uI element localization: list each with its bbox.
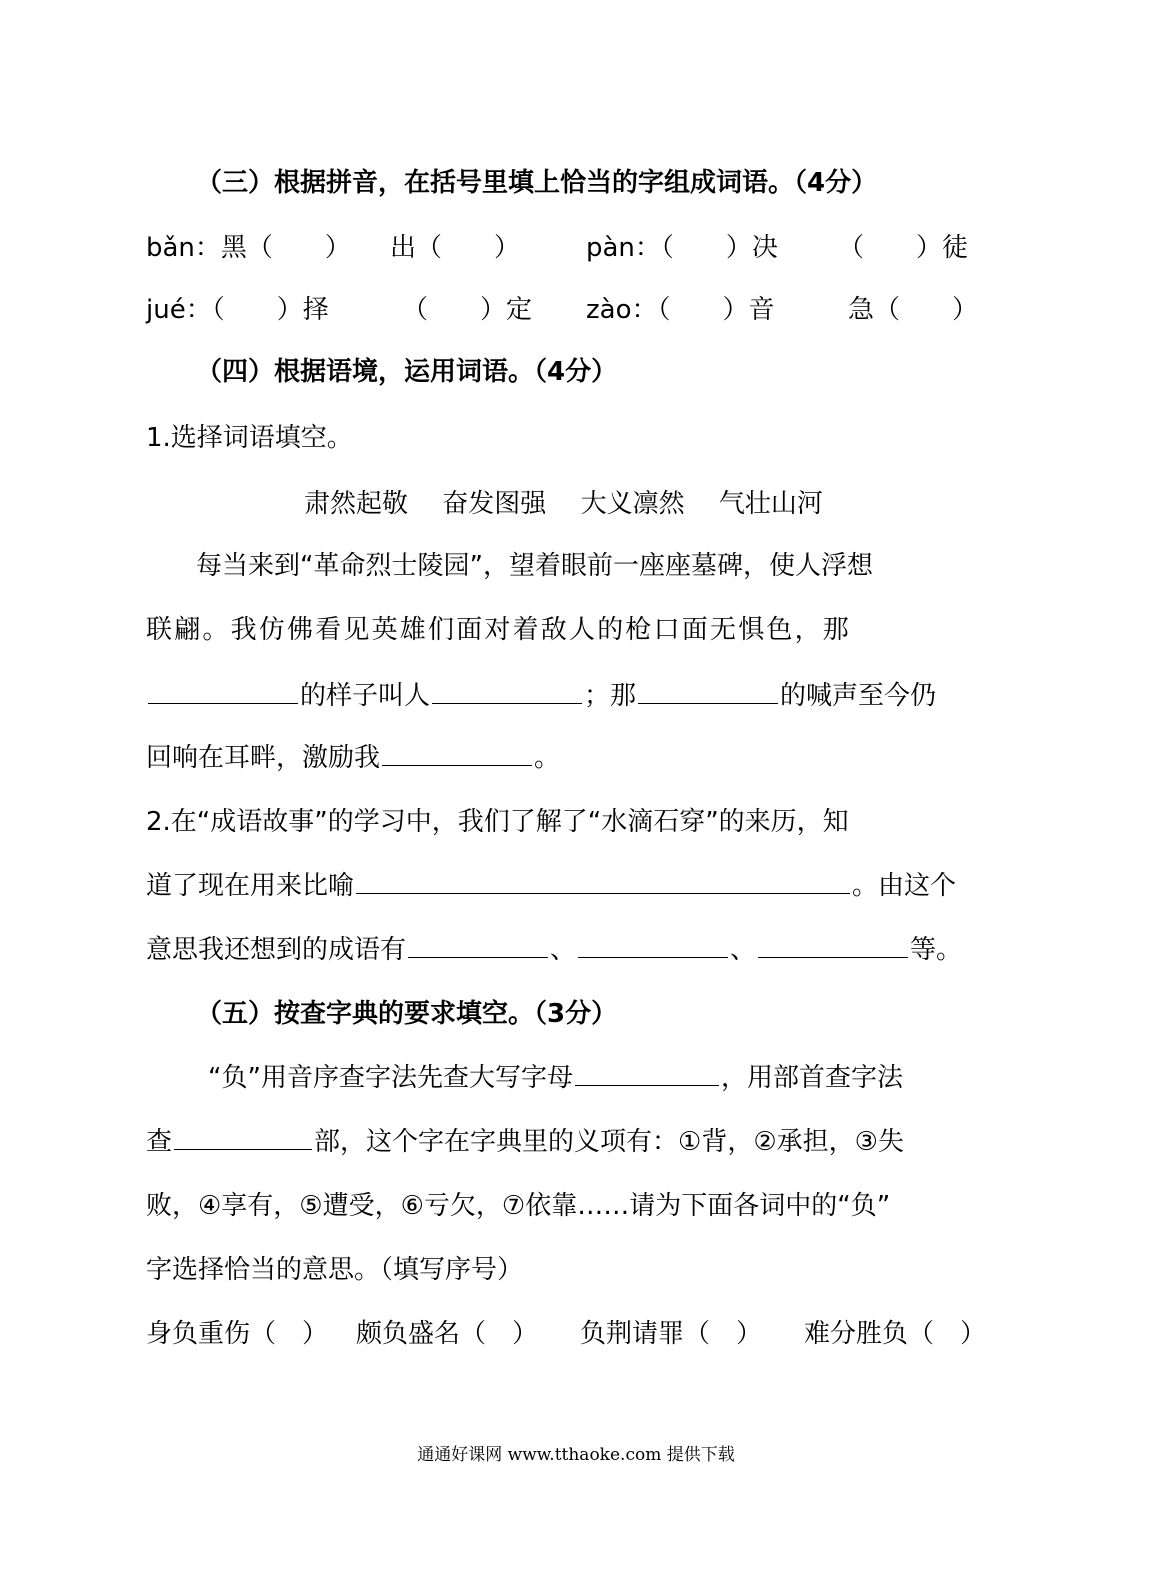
text-fragment: 。 xyxy=(534,743,561,773)
fill-blank[interactable] xyxy=(578,931,728,958)
question-2-line-blank xyxy=(146,866,986,906)
pinyin-item: 急（ ） xyxy=(848,295,979,325)
pinyin-item: zào：（ ）音 xyxy=(586,295,775,325)
text-fragment: 查 xyxy=(146,1127,173,1157)
text-fragment: 回响在耳畔，激励我 xyxy=(146,743,381,773)
dictionary-line xyxy=(146,1122,986,1162)
pinyin-item: （ ）定 xyxy=(402,295,533,325)
paragraph-line: 每当来到“革命烈士陵园”，望着眼前一座座墓碑，使人浮想 xyxy=(196,551,873,581)
footer-text: 通通好课网 www.tthaoke.com 提供下载 xyxy=(417,1445,735,1465)
meaning-item: 身负重伤（ ） xyxy=(146,1319,329,1349)
fill-blank[interactable] xyxy=(758,931,908,958)
text-fragment: 、 xyxy=(730,935,757,965)
question-2-line-blanks xyxy=(146,930,986,970)
pinyin-item: jué：（ ）择 xyxy=(146,295,329,325)
fill-blank[interactable] xyxy=(382,739,532,766)
word-bank-item: 奋发图强 xyxy=(442,489,547,519)
pinyin-item: bǎn：黑（ ） xyxy=(146,233,351,263)
fill-blank[interactable] xyxy=(356,867,850,894)
text-fragment: ，用部首查字法 xyxy=(720,1063,903,1093)
text-fragment: ；那 xyxy=(584,681,637,711)
section5-title: （五）按查字典的要求填空。（3分） xyxy=(196,999,618,1029)
word-bank-item: 气壮山河 xyxy=(718,489,823,519)
fill-blank[interactable] xyxy=(148,677,298,704)
question-2-line: 2.在“成语故事”的学习中，我们了解了“水滴石穿”的来历，知 xyxy=(146,807,849,837)
pinyin-item: （ ）徒 xyxy=(838,233,969,263)
meaning-item: 颇负盛名（ ） xyxy=(356,1319,539,1349)
fill-blank[interactable] xyxy=(575,1059,719,1086)
paragraph-line-blanks xyxy=(146,676,986,716)
text-fragment: “负”用音序查字法先查大写字母 xyxy=(208,1063,573,1093)
dictionary-line: 字选择恰当的意思。（填写序号） xyxy=(146,1255,524,1285)
text-fragment: 、 xyxy=(550,935,577,965)
text-fragment: 意思我还想到的成语有 xyxy=(146,935,407,965)
text-fragment: 部，这个字在字典里的义项有：①背，②承担，③失 xyxy=(314,1127,904,1157)
pinyin-item: pàn：（ ）决 xyxy=(586,233,778,263)
section4-title: （四）根据语境，运用词语。（4分） xyxy=(196,357,618,387)
paragraph-line: 联翩。我仿佛看见英雄们面对着敌人的枪口面无惧色，那 xyxy=(146,615,852,645)
word-bank xyxy=(304,484,986,524)
word-bank-item: 肃然起敬 xyxy=(304,489,409,519)
text-fragment: 的样子叫人 xyxy=(300,681,431,711)
fill-blank[interactable] xyxy=(432,677,582,704)
paragraph-line-blanks xyxy=(146,738,986,778)
fill-blank[interactable] xyxy=(174,1123,312,1150)
dictionary-line xyxy=(208,1058,986,1098)
pinyin-item: 出（ ） xyxy=(390,233,521,263)
question-1-title: 1.选择词语填空。 xyxy=(146,423,353,453)
text-fragment: 的喊声至今仍 xyxy=(780,681,937,711)
meaning-item: 负荆请罪（ ） xyxy=(580,1319,763,1349)
word-bank-item: 大义凛然 xyxy=(580,489,685,519)
text-fragment: 等。 xyxy=(910,935,963,965)
dictionary-line: 败，④享有，⑤遭受，⑥亏欠，⑦依靠……请为下面各词中的“负” xyxy=(146,1191,891,1221)
fill-blank[interactable] xyxy=(638,677,778,704)
text-fragment: 。由这个 xyxy=(852,871,957,901)
meaning-item: 难分胜负（ ） xyxy=(804,1319,987,1349)
fill-blank[interactable] xyxy=(408,931,548,958)
section3-title: （三）根据拼音，在括号里填上恰当的字组成词语。（4分） xyxy=(196,168,878,198)
text-fragment: 道了现在用来比喻 xyxy=(146,871,355,901)
